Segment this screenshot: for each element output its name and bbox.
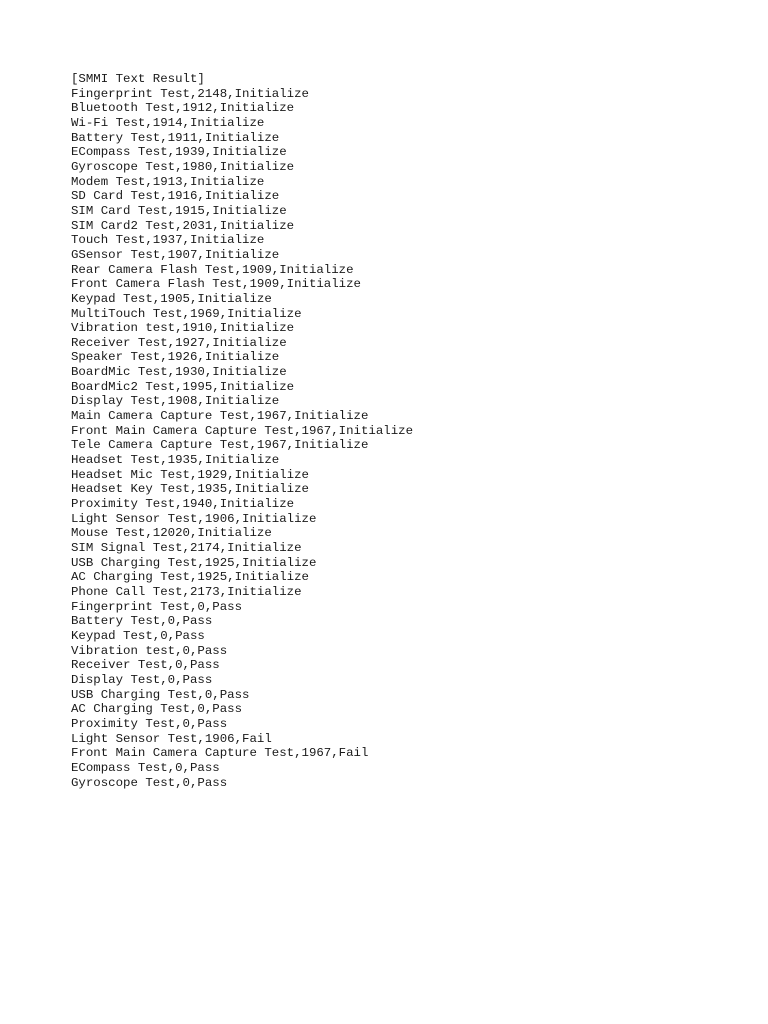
result-line: Fingerprint Test,2148,Initialize [71,86,309,101]
result-line: Display Test,0,Pass [71,672,213,687]
result-line: Bluetooth Test,1912,Initialize [71,101,295,116]
result-line: Speaker Test,1926,Initialize [71,350,280,365]
result-line: SD Card Test,1916,Initialize [71,189,280,204]
result-line: Receiver Test,1927,Initialize [71,335,287,350]
result-line: Proximity Test,0,Pass [71,716,228,731]
result-line: SIM Card Test,1915,Initialize [71,203,287,218]
document-page [71,72,751,790]
result-line: SIM Signal Test,2174,Initialize [71,541,302,555]
result-line: BoardMic Test,1930,Initialize [71,365,287,380]
result-line: GSensor Test,1907,Initialize [71,247,280,262]
result-lines [71,87,751,791]
result-line: AC Charging Test,1925,Initialize [71,570,309,585]
result-line: Modem Test,1913,Initialize [71,174,265,189]
result-line: Main Camera Capture Test,1967,Initialize [71,409,369,424]
result-line: Front Main Camera Capture Test,1967,Initialize [71,423,414,438]
result-line: MultiTouch Test,1969,Initialize [71,306,302,321]
result-line: Front Main Camera Capture Test,1967,Fail [71,746,369,761]
result-line: Mouse Test,12020,Initialize [71,526,272,541]
result-line: Tele Camera Capture Test,1967,Initialize [71,438,369,453]
result-line: BoardMic2 Test,1995,Initialize [71,379,295,394]
result-line: Light Sensor Test,1906,Fail [71,731,272,746]
result-line: Battery Test,0,Pass [71,614,213,629]
result-line: Front Camera Flash Test,1909,Initialize [71,277,361,292]
result-line: Display Test,1908,Initialize [71,394,280,409]
result-line: Keypad Test,1905,Initialize [71,291,272,306]
result-line: Battery Test,1911,Initialize [71,130,280,145]
result-line: Headset Key Test,1935,Initialize [71,482,309,497]
result-line: Rear Camera Flash Test,1909,Initialize [71,262,354,277]
result-line: AC Charging Test,0,Pass [71,702,243,717]
result-line: ECompass Test,1939,Initialize [71,145,287,160]
result-line: SIM Card2 Test,2031,Initialize [71,218,295,233]
result-line: Headset Mic Test,1929,Initialize [71,467,309,482]
result-line: Proximity Test,1940,Initialize [71,497,295,512]
result-line: USB Charging Test,1925,Initialize [71,555,317,570]
result-line: Phone Call Test,2173,Initialize [71,584,302,599]
result-line: Gyroscope Test,0,Pass [71,775,228,790]
result-line: Light Sensor Test,1906,Initialize [71,511,317,526]
result-line: ECompass Test,0,Pass [71,760,220,775]
result-line: Gyroscope Test,1980,Initialize [71,159,295,174]
result-line: Keypad Test,0,Pass [71,628,205,643]
result-line: Headset Test,1935,Initialize [71,453,280,468]
result-line: Fingerprint Test,0,Pass [71,599,243,614]
result-line: Vibration test,0,Pass [71,643,228,658]
result-line: Receiver Test,0,Pass [71,658,220,673]
result-line: Wi-Fi Test,1914,Initialize [71,115,265,130]
result-line: Vibration test,1910,Initialize [71,321,295,336]
result-line: Touch Test,1937,Initialize [71,233,265,248]
document-header: [SMMI Text Result] [71,72,205,86]
result-line: USB Charging Test,0,Pass [71,687,250,702]
